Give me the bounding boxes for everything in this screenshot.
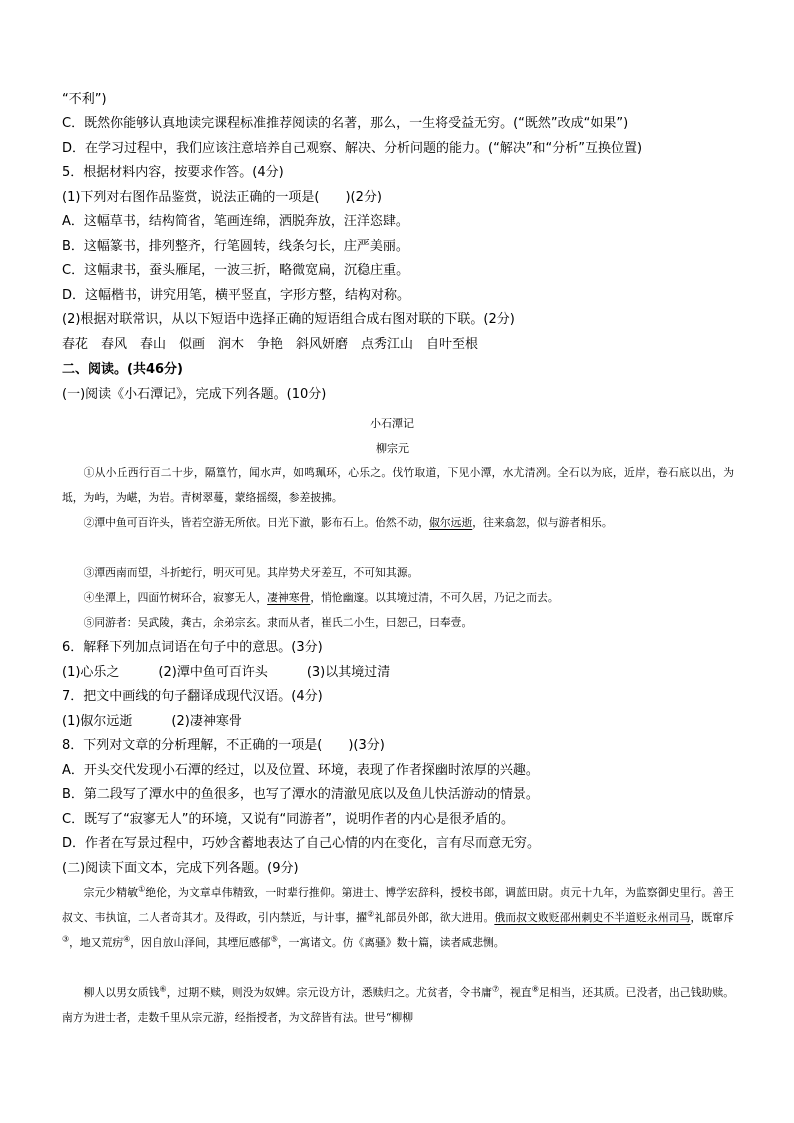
c2-text: 柳人以男女质钱 xyxy=(83,986,160,999)
footnote-marker: ⑥ xyxy=(159,984,167,994)
question-8: 8．下列对文章的分析理解，不正确的一项是( )(3分) xyxy=(62,738,385,753)
footnote-marker: ⑤ xyxy=(270,934,278,944)
underlined-sentence-3: 俄而叔文败贬邵州刺史不半道贬永州司马 xyxy=(494,911,691,924)
c1-text: ，既窜斥 xyxy=(690,911,735,924)
phrase-options: 春花 春风 春山 似画 润木 争艳 斜风妍磨 点秀江山 自叶至根 xyxy=(62,337,479,352)
option-d-line: D．在学习过程中，我们应该注意培养自己观察、解决、分析问题的能力。(“解决”和“分析”互换位置) xyxy=(62,141,643,156)
c1-text: 礼部员外郎，欲大进用。 xyxy=(374,911,495,924)
question-6: 6．解释下列加点词语在句子中的意思。(3分) xyxy=(62,640,323,655)
c1-text: 宗元少精敏 xyxy=(83,886,139,899)
article-paragraph-2 xyxy=(62,510,734,535)
c1-text: ，因自放山泽间，其堙厄感郁 xyxy=(130,936,271,949)
q5-option-a: A．这幅草书，结构简省，笔画连绵，洒脱奔放，汪洋恣肆。 xyxy=(62,214,409,229)
question-7: 7．把文中画线的句子翻译成现代汉语。(4分) xyxy=(62,689,323,704)
option-c-line: C．既然你能够认真地读完课程标准推荐阅读的名著，那么，一生将受益无穷。(“既然”改成“如果”) xyxy=(62,116,629,131)
question-6-items: (1)心乐之 (2)潭中鱼可百许头 (3)以其境过清 xyxy=(62,665,391,680)
c1-text: ，地又荒疠 xyxy=(69,936,124,949)
q5-option-b: B．这幅篆书，排列整齐，行笔圆转，线条匀长，庄严美丽。 xyxy=(62,239,409,254)
c2-text: ，视直 xyxy=(499,986,532,999)
p2-text: ②潭中鱼可百许头，皆若空游无所依。日光下澈，影布石上。佁然不动， xyxy=(83,516,430,529)
q5-option-d: D．这幅楷书，讲究用笔，横平竖直，字形方整，结构对称。 xyxy=(62,288,411,303)
q8-option-d: D．作者在写景过程中，巧妙含蓄地表达了自己心情的内在变化，言有尽而意无穷。 xyxy=(62,836,541,851)
p2-text: ，往来翕忽，似与游者相乐。 xyxy=(472,516,613,529)
c1-text: ，一寓诸文。仿《离骚》数十篇，读者咸悲恻。 xyxy=(277,936,505,949)
article-paragraph-1: ①从小丘西行百二十步，隔篁竹，闻水声，如鸣珮环，心乐之。伐竹取道，下见小潭，水尤清冽。全石以为底，近岸，卷石底以出，为坻，为屿，为嵁，为岩。青树翠蔓，蒙络摇缀，参差披拂。 xyxy=(62,466,734,504)
c2-text: ，过期不赎，则没为奴婢。宗元设方计，悉赎归之。尤贫者，令书庸 xyxy=(166,986,492,999)
footnote-marker: ④ xyxy=(123,934,131,944)
q8-option-a: A．开头交代发现小石潭的经过，以及位置、环境，表现了作者探幽时浓厚的兴趣。 xyxy=(62,763,539,778)
p4-text: ④坐潭上，四面竹树环合，寂寥无人， xyxy=(83,591,268,604)
p4-text: ，悄怆幽邃。以其境过清，不可久居，乃记之而去。 xyxy=(310,591,559,604)
article-paragraph-4 xyxy=(62,585,734,610)
q8-option-b: B．第二段写了潭水中的鱼很多，也写了潭水的清澈见底以及鱼儿快活游动的情景。 xyxy=(62,787,539,802)
c1-text: 绝伦，为文章卓伟精致，一时辈行推仰。第进士、博学宏辞科，授校书郎，调蓝田尉。贞元十九年，为监察御史里行。善王叔文、韦执谊，二人者奇其才。及得政，引内禁近，与计事，擢 xyxy=(62,886,735,924)
question-5: 5．根据材料内容，按要求作答。(4分) xyxy=(62,165,284,180)
footnote-marker: ② xyxy=(367,909,375,919)
article-author: 柳宗元 xyxy=(376,442,409,455)
underlined-sentence-1: 俶尔远逝 xyxy=(429,516,473,529)
part1-intro: (一)阅读《小石潭记》，完成下列各题。(10分) xyxy=(62,387,327,402)
underlined-sentence-2: 凄神寒骨 xyxy=(267,591,311,604)
footnote-marker: ⑦ xyxy=(491,984,500,994)
article-paragraph-5: ⑤同游者：吴武陵，龚古，余弟宗玄。隶而从者，崔氏二小生，曰恕己，曰奉壹。 xyxy=(83,616,473,629)
footnote-marker: ① xyxy=(138,884,146,894)
article-title: 小石潭记 xyxy=(370,417,414,430)
classical-paragraph-2 xyxy=(62,980,734,1030)
classical-paragraph-1 xyxy=(62,880,734,955)
question-7-items: (1)俶尔远逝 (2)凄神寒骨 xyxy=(62,714,242,729)
question-5-sub1: (1)下列对右图作品鉴赏，说法正确的一项是( )(2分) xyxy=(62,190,382,205)
footnote-marker: ③ xyxy=(62,934,70,944)
q5-option-c: C．这幅隶书，蚕头雁尾，一波三折，略微宽扁，沉稳庄重。 xyxy=(62,263,410,278)
part2-intro: (二)阅读下面文本，完成下列各题。(9分) xyxy=(62,861,299,876)
question-5-sub2: (2)根据对联常识，从以下短语中选择正确的短语组合成右图对联的下联。(2分) xyxy=(62,312,515,327)
c2-text: 足相当，还其质。已没者，出己钱助赎。南方为进士者，走数千里从宗元游，经指授者，为文辞皆有法。世号“柳柳 xyxy=(62,986,735,1024)
q8-option-c: C．既写了“寂寥无人”的环境，又说有“同游者”，说明作者的内心是很矛盾的。 xyxy=(62,812,515,827)
article-paragraph-3: ③潭西南而望，斗折蛇行，明灭可见。其岸势犬牙差互，不可知其源。 xyxy=(83,566,419,579)
text-line: “不利”) xyxy=(62,92,107,107)
footnote-marker: ⑧ xyxy=(531,984,539,994)
section-heading-reading: 二、阅读。(共46分) xyxy=(62,362,183,377)
